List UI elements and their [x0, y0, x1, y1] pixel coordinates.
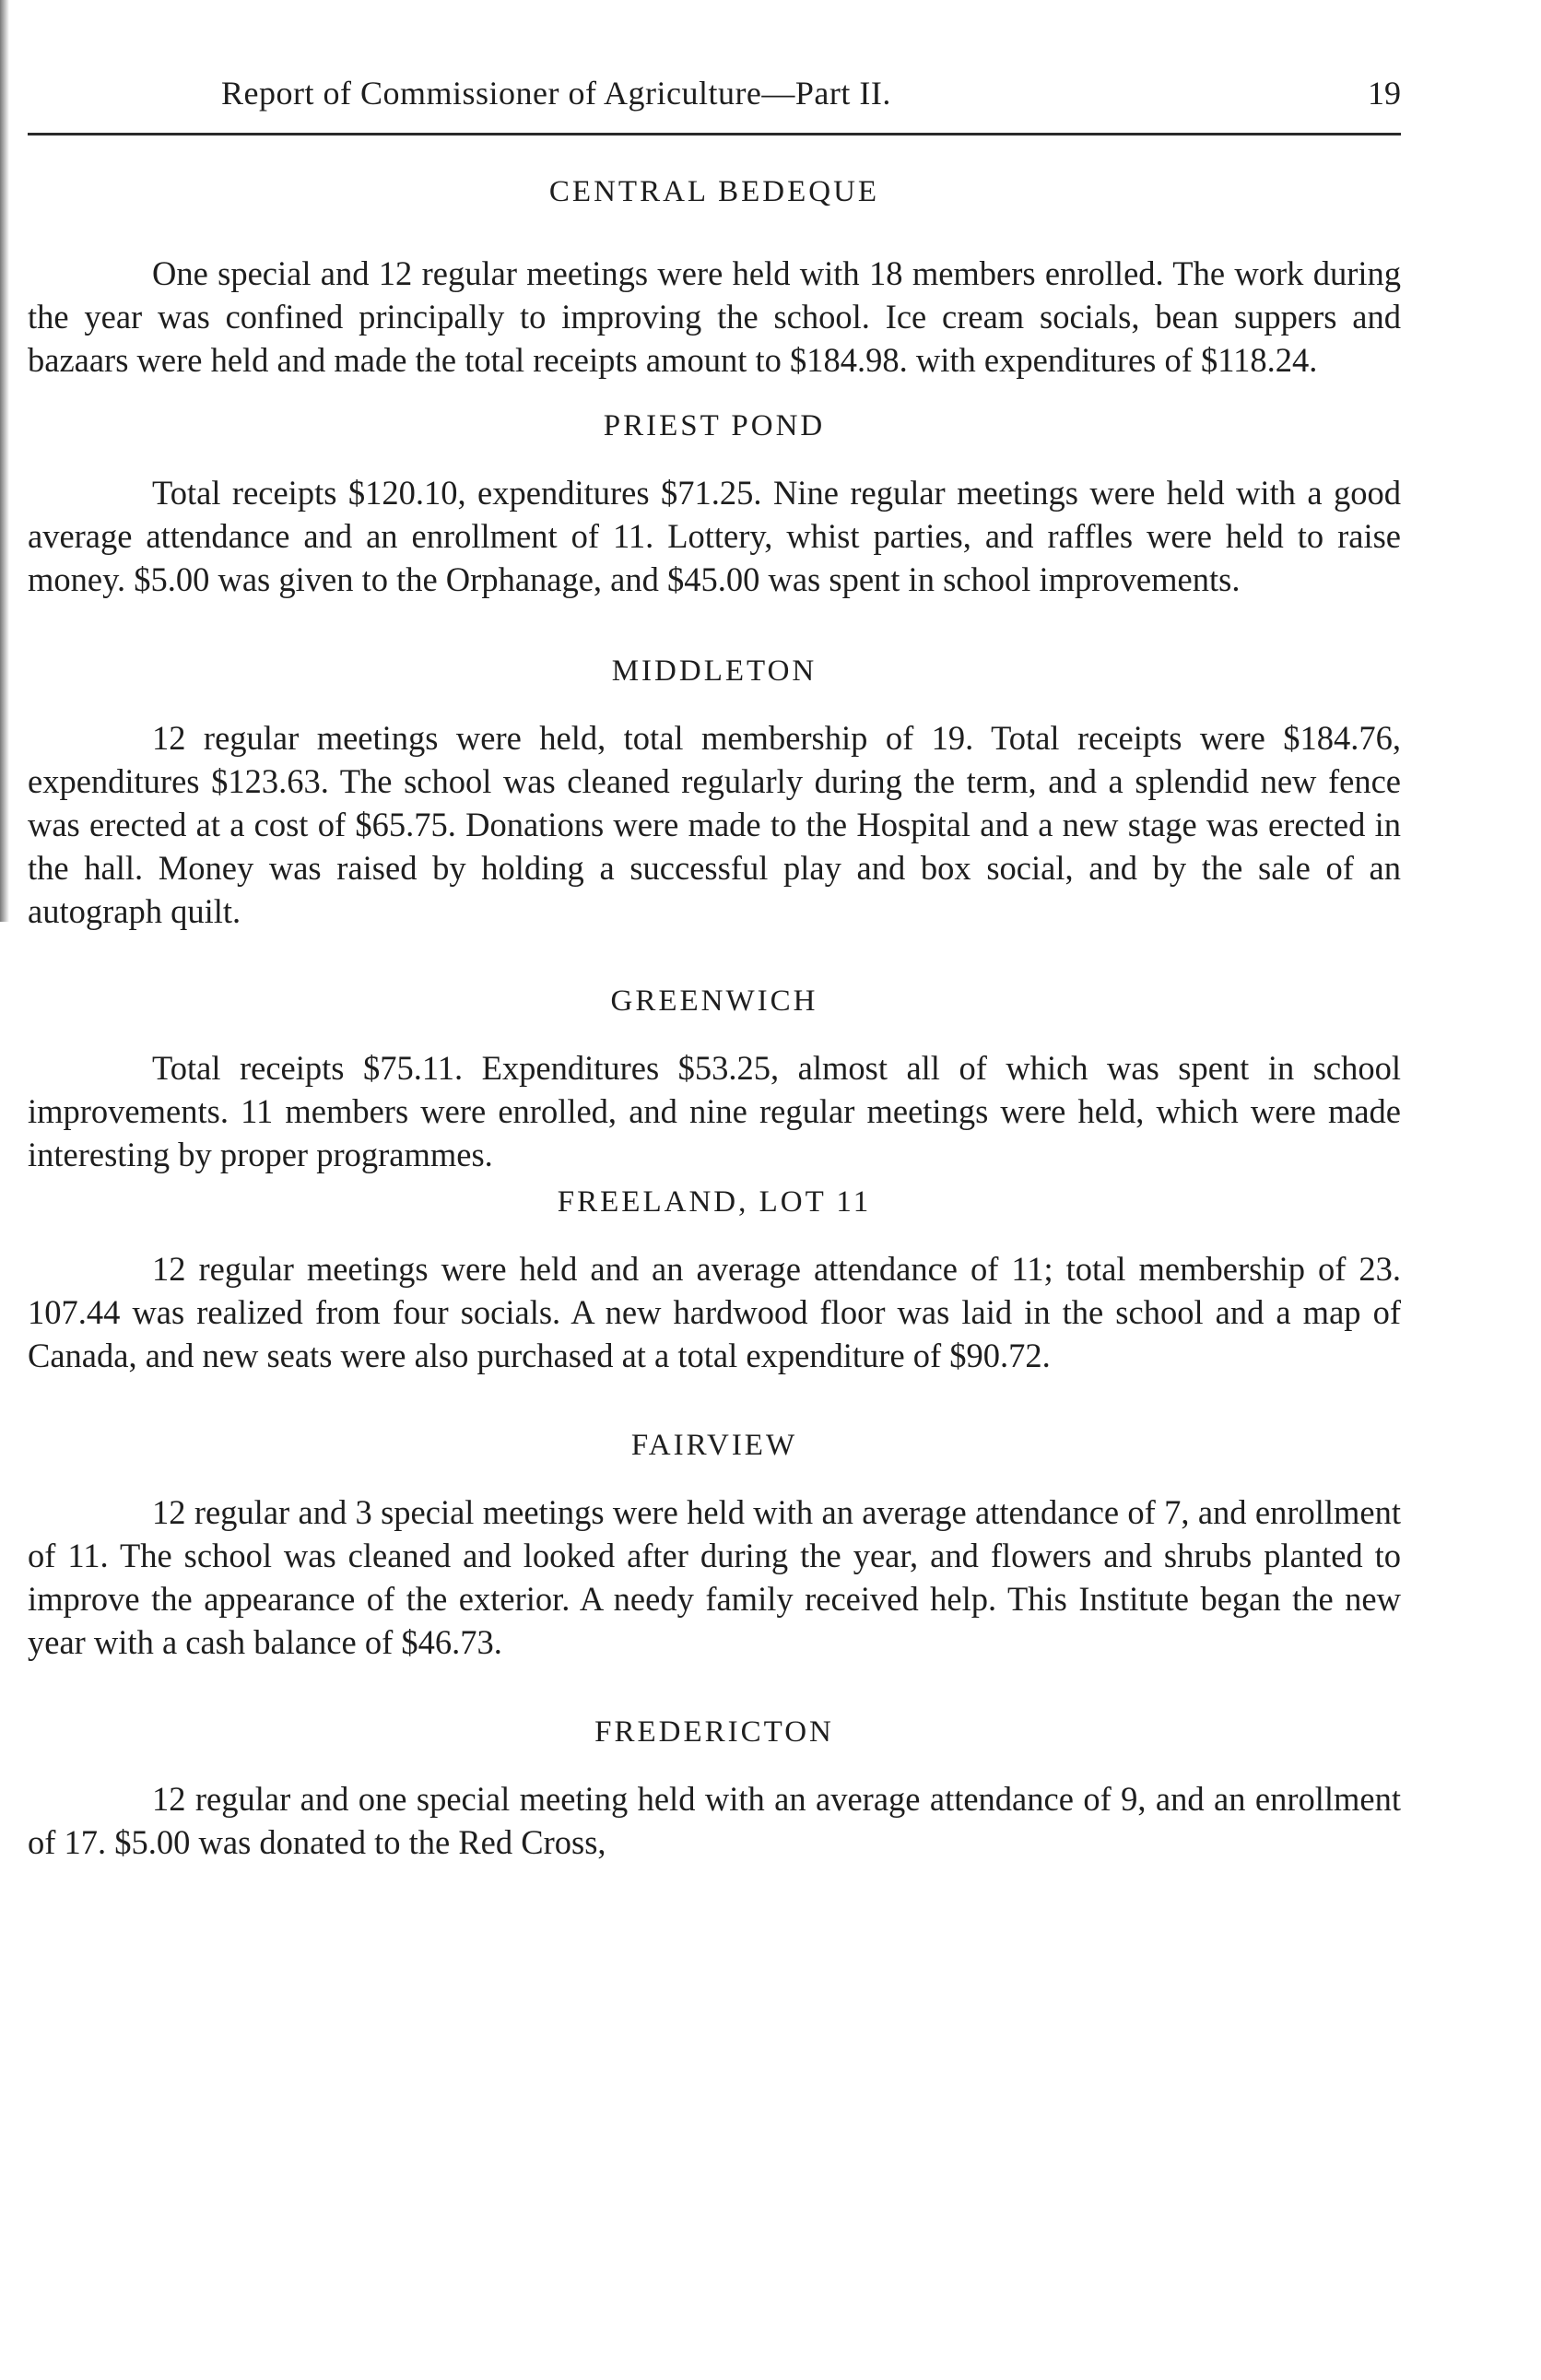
section-paragraph: Total receipts $120.10, expenditures $71.25. Nine regular meetings were held with a good average attendance and an enrollment of 11. Lottery, whist parties, and raffles were held to raise money. $5.00 was given to the Orphanage, and $45.00 was spent in school improvements. — [28, 474, 1401, 598]
running-title: Report of Commissioner of Agriculture—Part II. — [221, 75, 891, 112]
section-heading: FREELAND, LOT 11 — [557, 1185, 872, 1219]
section-priest-pond — [28, 409, 1401, 601]
page-edge-shadow — [0, 0, 9, 922]
section-heading: FAIRVIEW — [630, 1429, 798, 1462]
section-fredericton — [28, 1715, 1401, 1864]
page-content — [28, 175, 1401, 1864]
section-heading: PRIEST POND — [603, 409, 826, 442]
page-number: 19 — [1368, 75, 1401, 112]
section-fairview — [28, 1429, 1401, 1664]
section-heading: GREENWICH — [610, 984, 818, 1018]
section-heading: MIDDLETON — [611, 654, 818, 688]
section-heading: FREDERICTON — [594, 1715, 834, 1749]
page-header — [184, 74, 1401, 129]
section-paragraph: 12 regular and 3 special meetings were held with an average attendance of 7, and enrollment of 11. The school was cleaned and looked after during the year, and flowers and shrubs planted to improve the appearance of the exterior. A needy family received help. This Institute began the new year with a cash balance of $46.73. — [28, 1493, 1401, 1661]
section-central-bedeque — [28, 175, 1401, 382]
section-paragraph: One special and 12 regular meetings were held with 18 members enrolled. The work during the year was confined principally to improving the school. Ice cream socials, bean suppers and bazaars were held and made the total receipts amount to $184.98. with expenditures of $118.24. — [28, 254, 1401, 379]
section-heading: CENTRAL BEDEQUE — [548, 175, 880, 208]
section-paragraph: 12 regular meetings were held and an average attendance of 11; total membership of 23. 107.44 was realized from four socials. A new hardwood floor was laid in the school and a map of Canada, and new seats were also purchased at a total expenditure of $90.72. — [28, 1250, 1401, 1374]
section-freeland-lot-11 — [28, 1185, 1401, 1377]
section-paragraph: 12 regular meetings were held, total membership of 19. Total receipts were $184.76, expenditures $123.63. The school was cleaned regularly during the term, and a splendid new fence was erected at a cost of $65.75. Donations were made to the Hospital and a new stage was erected in the hall. Money was raised by holding a successful play and box social, and by the sale of an autograph quilt. — [28, 719, 1401, 930]
section-middleton — [28, 654, 1401, 933]
header-rule — [28, 133, 1401, 135]
section-greenwich — [28, 984, 1401, 1176]
section-paragraph: Total receipts $75.11. Expenditures $53.25, almost all of which was spent in school improvements. 11 members were enrolled, and nine regular meetings were held, which were made interesting by proper programmes. — [28, 1049, 1401, 1173]
section-paragraph: 12 regular and one special meeting held with an average attendance of 9, and an enrollment of 17. $5.00 was donated to the Red Cross, — [28, 1780, 1401, 1861]
